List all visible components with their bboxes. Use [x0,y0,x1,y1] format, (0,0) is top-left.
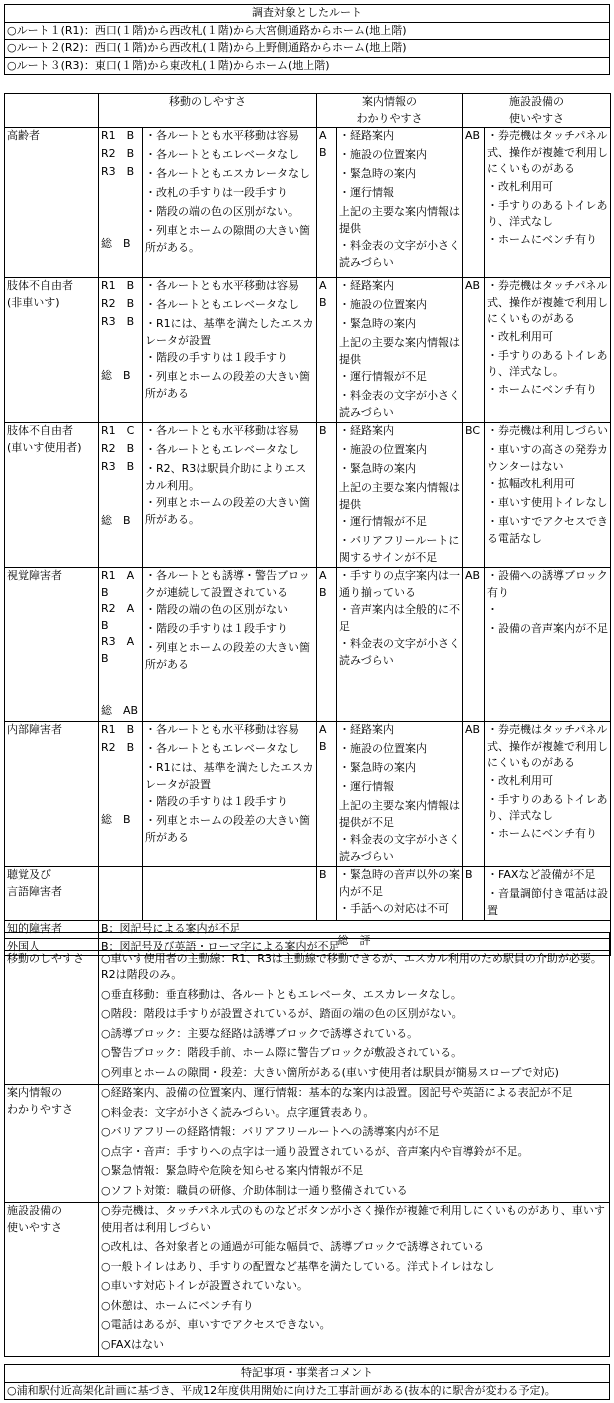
route-rating: R2 B [101,442,135,455]
facility-item: ・ホームにベンチ有り [487,382,597,396]
info-list [337,278,463,423]
facility-item: ・券売機はタッチパネル式、操作が複雑で利用しにくいものがある [487,129,608,175]
mobility-item: ・列車とホームの段差の大きい箇所がある [145,370,310,400]
info-item: 上記の主要な案内情報は提供が不足 [339,799,460,829]
facility-list [485,568,611,722]
route-rating: R1 B [101,279,135,292]
route-rating: 総 B [101,514,131,527]
mobility-item: ・各ルートとも水平移動は容易 [145,723,299,736]
header-facility: 施設設備の 使いやすさ [463,94,611,128]
route-3: ○ルート３(R3)：東口(１階)から東改札(１階)からホーム(地上階) [5,57,610,75]
mobility-item: ・各ルートともエレベータなし [145,298,299,311]
mobility-item: ・R2、R3は駅員介助によりエスカル利用。 [145,462,307,492]
group-label: 外国人 [5,938,99,956]
info-list [337,867,463,921]
summary-item: ○バリアフリーの経路情報：バリアフリールートへの誘導案内が不足 [101,1125,440,1138]
summary-item: ○改札は、各対象者との通過が可能な幅員で、誘導ブロックで誘導されている [101,1240,485,1253]
group-label: 内部障害者 [5,722,99,867]
info-item: ・運行情報 [339,186,394,199]
route-rating [101,495,140,513]
notes-text: ○浦和駅付近高架化計画に基づき、平成12年度供用開始に向けた工事計画がある(抜本的に駅舎が変わる予定)。 [5,1382,610,1400]
route-rating: 総 AB [101,704,139,717]
facility-grade: AB [463,722,485,867]
route-rating: 総 B [101,237,131,250]
summary-item: ○警告ブロック：階段手前、ホーム際に警告ブロックが敷設されている。 [101,1046,463,1059]
facility-item: ・車いす使用トイレなし [487,496,608,509]
facility-item: ・改札利用可 [487,329,553,343]
route-rating: R3 B [101,460,135,473]
route-rating [101,350,140,368]
summary-item: ○車いす対応トイレが設置されていない。 [101,1279,309,1292]
facility-item: ・FAXなど設備が不足 [487,868,596,881]
facility-item: ・ホームにベンチ有り [487,232,597,246]
facility-grade: AB [463,128,485,278]
info-item: 上記の主要な案内情報は提供 [339,481,460,511]
mobility-item: ・各ルートともエレベータなし [145,148,299,161]
info-list [337,568,463,722]
facility-item: ・改札利用可 [487,773,553,787]
route-rating: 総 B [101,369,131,382]
summary-item: ○券売機は、タッチパネル式のものなどボタンが小さく操作が複雑で利用しにくいものがあり、車いす使用者は利用しづらい [101,1204,605,1234]
route-ratings [99,423,143,568]
info-item: ・経路案内 [339,424,394,437]
info-item: ・手話への対応は不可 [339,902,449,915]
routes-table [4,4,610,75]
route-2: ○ルート２(R2)：西口(１階)から西改札(１階)から上野側通路からホーム(地上階) [5,40,610,58]
route-rating: R1 B [101,129,135,142]
facility-item: ・拡幅改札利用可 [487,477,575,490]
mobility-item: ・各ルートともエレベータなし [145,443,299,456]
summary-item: ○一般トイレはあり、手すりの配置など基準を満たしている。洋式トイレはなし [101,1259,495,1273]
mobility-list [143,722,317,867]
facility-item: ・車いすの高さの発券カウンターはない [487,443,608,473]
mobility-item: ・階段の手すりは１段手すり [145,622,288,635]
mobility-list [143,128,317,278]
header-info: 案内情報の わかりやすさ [317,94,463,128]
route-rating [101,218,140,236]
mobility-list [143,423,317,568]
facility-item: ・音量調節付き電話は設置 [487,887,608,917]
info-list [337,128,463,278]
facility-list [485,278,611,423]
route-ratings [99,867,143,921]
info-item: ・緊急時の案内 [339,317,416,330]
routes-title: 調査対象としたルート [5,5,610,23]
facility-item: ・券売機はタッチパネル式、操作が複雑で利用しにくいものがある [487,723,608,769]
facility-item: ・手すりのあるトイレあり、洋式なし。 [487,348,608,378]
info-grade: AB [317,722,337,867]
info-list [337,722,463,867]
summary-item: ○誘導ブロック：主要な経路は誘導ブロックで誘導されている。 [101,1026,419,1040]
mobility-item: ・列車とホームの段差の大きい箇所がある [145,814,310,844]
group-text: B：図記号による案内が不足 [99,921,611,939]
info-item: ・料金表の文字が小さく読みづらい [339,833,460,863]
route-rating [101,685,140,703]
info-item: ・料金表の文字が小さく読みづらい [339,389,460,419]
facility-list [485,128,611,278]
route-ratings [99,128,143,278]
summary-item: ○点字・音声：手すりへの点字は一通り設置されているが、音声案内や盲導鈴が不足。 [101,1144,529,1158]
info-item: ・緊急時の案内 [339,761,416,774]
info-item: ・経路案内 [339,279,394,292]
facility-item: ・改札利用可 [487,179,553,193]
mobility-item: ・R1には、基準を満たしたエスカレータが設置 [145,317,314,347]
facility-item: ・手すりのあるトイレあり、洋式なし [487,198,608,228]
mobility-list [143,278,317,423]
facility-item: ・券売機は利用しづらい [487,424,608,437]
summary-item: ○列車とホームの隙間・段差：大きい箇所がある(車いす使用者は駅員が簡易スロープで対応) [101,1065,559,1079]
info-item: 上記の主要な案内情報は提供 [339,205,460,235]
mobility-item: ・列車とホームの隙間の大きい箇所がある。 [145,224,310,254]
info-grade: AB [317,568,337,722]
route-rating [101,200,140,218]
route-rating: 総 B [101,813,131,826]
facility-item: ・車いすでアクセスできる電話なし [487,515,608,545]
summary-item: ○休憩は、ホームにベンチ有り [101,1298,254,1312]
route-1: ○ルート１(R1)：西口(１階)から西改札(１階)から大宮側通路からホーム(地上階) [5,22,610,40]
group-label: 聴覚及び 言語障害者 [5,867,99,921]
summary-section-items [99,1203,610,1357]
mobility-item: ・各ルートともエレベータなし [145,742,299,755]
route-rating: R1 B [101,723,135,736]
facility-grade: BC [463,423,485,568]
route-rating: R3 B [101,165,135,178]
route-rating: R1 AB [101,569,135,599]
info-grade: AB [317,278,337,423]
route-ratings [99,722,143,867]
group-label: 肢体不自由者 (車いす使用者) [5,423,99,568]
summary-item: ○経路案内、設備の位置案内、運行情報：基本的な案内は設置。図記号や英語による表記が不足 [101,1086,573,1099]
mobility-item: ・各ルートとも水平移動は容易 [145,279,299,292]
route-rating [101,332,140,350]
mobility-list [143,867,317,921]
facility-item: ・ [487,603,498,616]
group-label: 肢体不自由者 (非車いす) [5,278,99,423]
summary-section-items [99,950,610,1085]
mobility-item: ・各ルートとも水平移動は容易 [145,424,299,437]
facility-grade: AB [463,568,485,722]
notes-title: 特記事項・事業者コメント [5,1365,610,1383]
facility-item: ・手すりのあるトイレあり、洋式なし [487,792,608,822]
info-item: ・バリアフリールートに関するサインが不足 [339,534,460,564]
evaluation-table [4,93,611,956]
summary-section-items [99,1085,610,1203]
summary-section-label: 移動のしやすさ [5,950,99,1085]
info-item: ・運行情報が不足 [339,515,427,528]
mobility-item: ・階段の手すりは１段手すり [145,351,288,364]
mobility-item: ・列車とホームの段差の大きい箇所がある。 [145,496,310,526]
route-rating: R2 B [101,741,135,754]
mobility-item: ・階段の端の色の区別がない。 [145,205,299,218]
mobility-item: ・列車とホームの段差の大きい箇所がある [145,641,310,671]
info-item: ・緊急時の音声以外の案内が不足 [339,868,460,898]
mobility-item: ・階段の端の色の区別がない [145,603,288,616]
info-item: ・運行情報が不足 [339,370,427,383]
route-rating: R2 AB [101,602,135,632]
mobility-item: ・各ルートとも水平移動は容易 [145,129,299,142]
summary-table [4,932,610,1357]
group-text: B：図記号及び英語・ローマ字による案内が不足 [99,938,611,956]
header-mobility: 移動のしやすさ [99,94,317,128]
facility-item: ・券売機はタッチパネル式、操作が複雑で利用しにくいものがある [487,279,608,325]
mobility-item: ・各ルートとも誘導・警告ブロックが連続して設置されている [145,569,310,599]
info-item: ・音声案内は全般的に不足 [339,603,460,633]
summary-item: ○電話はあるが、車いすでアクセスできない。 [101,1318,331,1331]
mobility-item: ・各ルートともエスカレータなし [145,167,310,180]
mobility-list [143,568,317,722]
facility-list [485,867,611,921]
info-item: ・経路案内 [339,129,394,142]
mobility-item: ・R1には、基準を満たしたエスカレータが設置 [145,761,314,791]
route-rating: R2 B [101,147,135,160]
route-rating [101,794,140,812]
summary-item: ○車いす使用者の主動線：R1、R3は主動線で移動できるが、エスカル利用のため駅員の介助が必要。R2は階段のみ。 [101,951,602,981]
info-item: ・緊急時の案内 [339,167,416,180]
facility-item: ・ホームにベンチ有り [487,826,597,840]
summary-section-label: 施設設備の 使いやすさ [5,1203,99,1357]
group-label: 視覚障害者 [5,568,99,722]
route-rating [101,477,140,495]
summary-item: ○料金表：文字が小さく読みづらい。点字運賃表あり。 [101,1105,375,1119]
summary-item: ○FAXはない [101,1337,164,1351]
mobility-item: ・階段の手すりは１段手すり [145,795,288,808]
facility-item: ・設備の音声案内が不足 [487,622,608,635]
facility-list [485,722,611,867]
info-grade: AB [317,128,337,278]
info-list [337,423,463,568]
group-label: 知的障害者 [5,921,99,939]
summary-item: ○階段：階段は手すりが設置されているが、踏面の端の色の区別がない。 [101,1007,463,1020]
summary-item: ○ソフト対策：職員の研修、介助体制は一通り整備されている [101,1183,408,1197]
info-grade: B [317,867,337,921]
route-ratings [99,568,143,722]
route-rating: R1 C [101,424,135,437]
route-rating [101,182,140,200]
info-grade: B [317,423,337,568]
info-item: 上記の主要な案内情報は提供 [339,336,460,366]
route-rating [101,667,140,685]
route-rating [101,776,140,794]
summary-item: ○垂直移動：垂直移動は、各ルートともエレベータ、エスカレータなし。 [101,987,462,1001]
facility-list [485,423,611,568]
facility-item: ・設備への誘導ブロック有り [487,569,608,599]
facility-grade: AB [463,278,485,423]
header-blank [5,94,99,128]
info-item: ・施設の位置案内 [339,298,427,311]
route-rating [101,758,140,776]
facility-grade: B [463,867,485,921]
route-rating: R2 B [101,297,135,310]
info-item: ・経路案内 [339,723,394,736]
info-item: ・緊急時の案内 [339,462,416,475]
route-rating: R3 AB [101,635,135,665]
route-ratings [99,278,143,423]
info-item: ・施設の位置案内 [339,148,427,161]
info-item: ・運行情報 [339,780,394,793]
notes-table [4,1364,610,1400]
info-item: ・手すりの点字案内は一通り揃っている [339,569,460,599]
mobility-item: ・改札の手すりは一段手すり [145,186,288,199]
route-rating: R3 B [101,315,135,328]
info-item: ・料金表の文字が小さく読みづらい [339,239,460,269]
group-label: 高齢者 [5,128,99,278]
info-item: ・施設の位置案内 [339,443,427,456]
info-item: ・料金表の文字が小さく読みづらい [339,637,460,667]
summary-item: ○緊急情報：緊急時や危険を知らせる案内情報が不足 [101,1164,364,1177]
info-item: ・施設の位置案内 [339,742,427,755]
summary-section-label: 案内情報の わかりやすさ [5,1085,99,1203]
summary-title: 総 評 [99,933,610,951]
